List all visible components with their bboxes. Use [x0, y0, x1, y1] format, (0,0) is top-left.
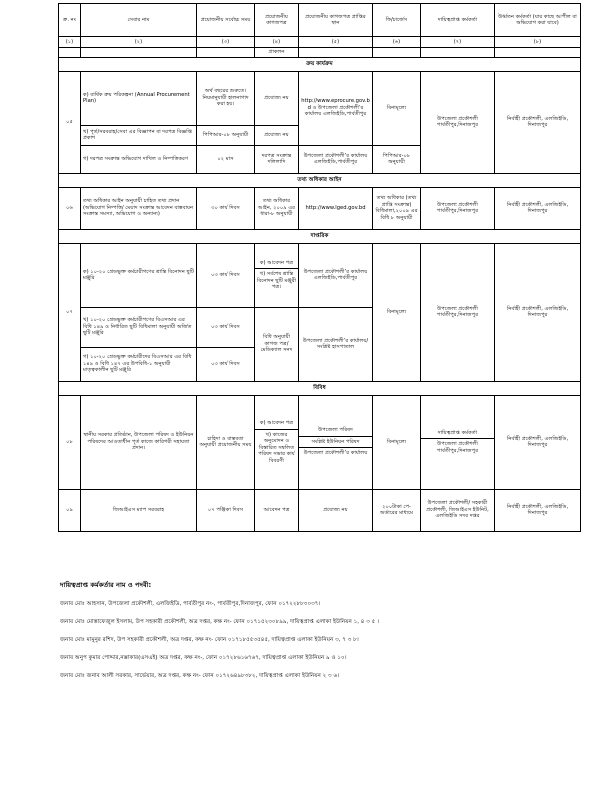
- officer-line: জনাব অনুপ কুমার পোদ্দার,নক্সাকার(এসএই) অত্র দপ্তর, কক্ষ নং-, ফোন ০১৭২৮৬১৬৭৬৭, দায়িত্বপ্রাপ্ত এলাকা ইউনিয়ন ৯ ও ১০।: [60, 655, 347, 661]
- time-cell: অর্থ বছরের শুরুতে। নিয়মানুযায়ী হালনাগাদ করা হয়।: [197, 71, 255, 125]
- service-cell: গ) ১০-২০ গ্রেডভুক্ত কর্মচারীদের বিএসআর এর বিধি ১৪৯ ও বিধি ১৪৭ এর উপবিধি-১ অনুযায়ী মাতৃত্বকালীন ছুটি মঞ্জুরি: [81, 347, 197, 381]
- time-cell: ০৩ কার্য দিবস: [197, 307, 255, 347]
- table-row: [59, 187, 581, 229]
- service-cell: ক) বার্ষিক ক্রয় পরিকল্পনা (Annual Procurement Plan): [81, 71, 197, 125]
- col-num: (৫): [299, 37, 373, 48]
- col-num: (৮): [495, 37, 581, 48]
- time-cell: চাহিদা ও বাস্তবতা অনুযায়ী প্রয়োজনীয় সময়: [197, 395, 255, 489]
- fee-cell: বিনামূল্যে: [373, 71, 421, 145]
- docs-cell: [255, 243, 299, 307]
- row-serial: ০৮: [59, 395, 81, 489]
- col-num: (৩): [197, 37, 255, 48]
- fee-cell: ২০০টাকা পে-অর্ডারের মাধ্যমে: [373, 489, 421, 531]
- place-item: সংশ্লিষ্ট ইউনিয়ন পরিষদ: [299, 436, 373, 448]
- docs-cell: [255, 395, 299, 489]
- section-misc: [59, 381, 581, 395]
- service-cell: ক) ১০-২০ গ্রেডভুক্ত কর্মচারীগণের শ্রান্তি বিনোদন ছুটি মঞ্জুরি: [81, 243, 197, 307]
- place-cell: [299, 395, 373, 489]
- officer-item: দায়িত্বপ্রাপ্ত কর্মকর্তা: [437, 429, 478, 436]
- col-num: (১): [59, 37, 81, 48]
- docs-item: ক) আবেদন পত্র: [259, 259, 294, 266]
- officer-list-title: দায়িত্বপ্রাপ্ত কর্মকর্তার নাম ও পদবী:: [60, 581, 152, 589]
- place-cell: http://www.eprocure.gov.bd ও উপজেলা প্রকৌশলী’র কার্যালয় এলজিইডি,পার্বতীপুর: [299, 71, 373, 145]
- col-num: (২): [81, 37, 197, 48]
- partial-cell: প্রাকলন: [255, 48, 299, 58]
- officer-line: জনাব মোঃ মামুনুর রশিদ, উপ সহকারী প্রকৌশলী, অত্র দপ্তর, কক্ষ নং- ফোন ০১৭১৮৫৫৩৫৪৫, দায়িত্বপ্রাপ্ত এলাকা ইউনিয়ন ৩, ৭ ৩ ৮।: [60, 637, 359, 643]
- header-time: প্রয়োজনীয় সর্বোচ্চ সময়: [197, 4, 255, 37]
- section-procurement: [59, 57, 581, 71]
- service-cell: খ) ১০-২০ গ্রেডভুক্ত কর্মচারীগণের বিএসআর এর বিধি ১৪৯ ও নির্ধারিত ছুটি বিধিমালা অনুযায়ী অর্জিত ছুটি মঞ্জুরি: [81, 307, 197, 347]
- officer-list: [60, 579, 590, 690]
- column-number-row: [59, 37, 581, 48]
- appeal-cell: নির্বাহী প্রকৌশলী, এলজিইডি, দিনাজপুর: [495, 489, 581, 531]
- officer-line: জনাব মোঃ মোস্তাফেজুল ইসলাম, উপ সহকারী প্রকৌশলী, অত্র দপ্তর, কক্ষ নং- ফোন ০১৭১৫২৩০৮৯৯, দায়িত্বপ্রাপ্ত এলাকা ইউনিয়ন ১, ৪ ৩ ৫ ।: [60, 619, 380, 625]
- header-place: প্রয়োজনীয় কাগজপত্র প্রাপ্তির স্থান: [299, 4, 373, 37]
- docs-item: খ) কাজের অনুমোদন ও বিস্তারিত সম্বলিত পরিষদ সভার কার্য বিবরণী: [255, 429, 299, 467]
- header-docs: প্রয়োজনীয় কাগজপত্র: [255, 4, 299, 37]
- time-cell: ০৩ কার্য দিবস: [197, 347, 255, 381]
- appeal-cell: নির্বাহী প্রকৌশলী, এলজিইডি, দিনাজপুর: [495, 71, 581, 173]
- service-cell: স্থানীয় সরকার প্রতিষ্ঠান, উপজেলা পরিষদ ও ইউনিয়ন পরিষদের আওতাধীন পূর্ত কাজে কারিগরী সহায়তা প্রদান।: [81, 395, 197, 489]
- appeal-cell: নির্বাহী প্রকৌশলী, এলজিইডি, দিনাজপুর: [495, 187, 581, 229]
- fee-cell: তথ্য অধিকার (তথ্য প্রাপ্তি সংক্রান্ত) বিধিমালা,২০০৯ এর বিধি ৮ অনুযায়ী: [373, 187, 421, 229]
- time-cell: ০৭ পঞ্জিকা দিবস: [197, 489, 255, 531]
- table-row: [59, 71, 581, 125]
- time-cell: ০৩ কার্য দিবস: [197, 243, 255, 307]
- officer-cell: উপজেলা প্রকৌশলী পার্বতীপুর,দিনাজপুর: [421, 243, 495, 381]
- officer-line: জনাব মোঃ জনাব আলী সরকার, সার্ভেয়ার, অত্র দপ্তর, কক্ষ নং- ফোন ০১৭২৬৪৯৮৩৮২, দায়িত্বপ্রাপ্ত এলাকা ইউনিয়ন ২ ৩ ৬।: [60, 673, 340, 679]
- docs-cell: আবেদন পত্র: [255, 489, 299, 531]
- section-title: বিবিধ: [59, 381, 581, 395]
- place-cell: উপজেলা প্রকৌশলী’র কার্যালয় এলজিইডি,পার্বতীপুর: [299, 145, 373, 173]
- time-cell: পিপিআর-০৮ অনুযায়ী: [197, 125, 255, 145]
- header-officer: দায়িত্বপ্রাপ্ত কর্মকর্তা: [421, 4, 495, 37]
- appeal-cell: নির্বাহী প্রকৌশলী, এলজিইডি, দিনাজপুর: [495, 243, 581, 381]
- officer-cell: উপজেলা প্রকৌশলী পার্বতীপুর,দিনাজপুর: [421, 187, 495, 229]
- service-cell: খ) পূর্ত/সরবরাহ/সেবা এর বিজ্ঞাপন বা দরপত্র বিজ্ঞপ্তি প্রকাশ: [81, 125, 197, 145]
- officer-cell: উপজেলা প্রকৌশলী পার্বতীপুর,দিনাজপুর: [421, 71, 495, 173]
- section-title: ক্রয় কার্যক্রম: [59, 57, 581, 71]
- appeal-cell: নির্বাহী প্রকৌশলী, এলজিইডি, দিনাজপুর: [495, 395, 581, 489]
- header-appeal: উর্ধ্বতন কর্মকর্তা (যার কাছে আপীল বা অভিযোগ করা যাবে): [495, 4, 581, 37]
- citizen-charter-table: [58, 3, 581, 532]
- header-serial: ক্র. নং: [59, 4, 81, 37]
- docs-cell: বিধি অনুযায়ী কাগজ পত্র/মেডিক্যাল সনদ: [255, 307, 299, 381]
- header-fee: ফি/চার্জেস: [373, 4, 421, 37]
- header-row: [59, 4, 581, 37]
- place-cell: উপজেলা প্রকৌশলী’র কার্যালয় এলজিইডি,পার্বতীপুর: [299, 243, 373, 307]
- docs-cell: তথ্য অধিকার আইন, ২০০৯ এর ধারা-৮ অনুযায়ী: [255, 187, 299, 229]
- place-cell: উপজেলা প্রকৌশলী’র কার্যালয়/সংশ্লিষ্ট হাসপাতাল: [299, 307, 373, 381]
- place-cell: http://www.lged.gov.bd: [299, 187, 373, 229]
- section-title: দাপ্তরিক: [59, 229, 581, 243]
- time-cell: ০২ মাস: [197, 145, 255, 173]
- officer-cell: [421, 395, 495, 489]
- col-num: (৭): [421, 37, 495, 48]
- place-item: উপজেলা প্রকৌশলী’র কার্যালয়: [299, 447, 373, 459]
- place-cell: প্রযোজ্য নয়: [299, 489, 373, 531]
- partial-row: [59, 48, 581, 58]
- officer-line: জনাব মোঃ আহসান, উপজেলা প্রকৌশলী, এলজিইডি, পার্বতীপুর নং-, পার্বতীপুর,দিনাজপুর, ফোন ০১৭২২৮৮৩০৩৭।: [60, 601, 321, 607]
- place-item: উপজেলা পরিষদ: [318, 427, 353, 434]
- officer-cell: উপজেলা প্রকৌশলী/ সহকারী প্রকৌশলী, জিআইএস ইউনিট, এলজিইডি সদর দপ্তর: [421, 489, 495, 531]
- fee-cell: পিপিআর-০৮ অনুযায়ী: [373, 145, 421, 173]
- col-num: (৪): [255, 37, 299, 48]
- fee-cell: বিনামূল্যে: [373, 395, 421, 489]
- officer-item: উপজেলা প্রকৌশলী পার্বতীপুর,দিনাজপুর: [421, 438, 495, 456]
- docs-item: ক) আবেদন পত্র: [259, 420, 294, 426]
- header-service: সেবার নাম: [81, 4, 197, 37]
- service-cell: জিআইএস ম্যাপ সরবরাহ: [81, 489, 197, 531]
- docs-cell: দরপত্র সংক্রান্ত দলিলাদি: [255, 145, 299, 173]
- row-serial: ০৭: [59, 243, 81, 381]
- table-row: [59, 395, 581, 489]
- time-cell: ৩০ কার্য দিবস: [197, 187, 255, 229]
- table-row: [59, 489, 581, 531]
- section-official: [59, 229, 581, 243]
- fee-cell: বিনামূল্যে: [373, 243, 421, 381]
- section-rti: [59, 173, 581, 187]
- section-title: তথ্য অধিকার আইন: [59, 173, 581, 187]
- table-row: [59, 243, 581, 307]
- row-serial: ০৬: [59, 187, 81, 229]
- docs-item: খ) সর্বশেষ শ্রান্তি বিনোদন ছুটি মঞ্জুরী পত্র।: [255, 268, 299, 293]
- service-cell: গ) দরপত্র সংক্রান্ত অভিযোগ দাখিল ও নিষ্পত্তিকরণ: [81, 145, 197, 173]
- service-cell: তথ্য অধিকার আইন অনুযায়ী চাহিত তথ্য প্রদান (অভিযোগ নিষ্পত্তি/ মেয়াদ সংক্রান্ত আবেদন বাস্তবায়ন সংক্রান্ত সমস্যা, অভিযোগ ও অন্যান্য): [81, 187, 197, 229]
- row-serial: ০৯: [59, 489, 81, 531]
- row-serial: ০৫: [59, 71, 81, 173]
- docs-cell: প্রযোজ্য নয়: [255, 71, 299, 125]
- col-num: (৬): [373, 37, 421, 48]
- docs-cell: প্রযোজ্য নয়: [255, 125, 299, 145]
